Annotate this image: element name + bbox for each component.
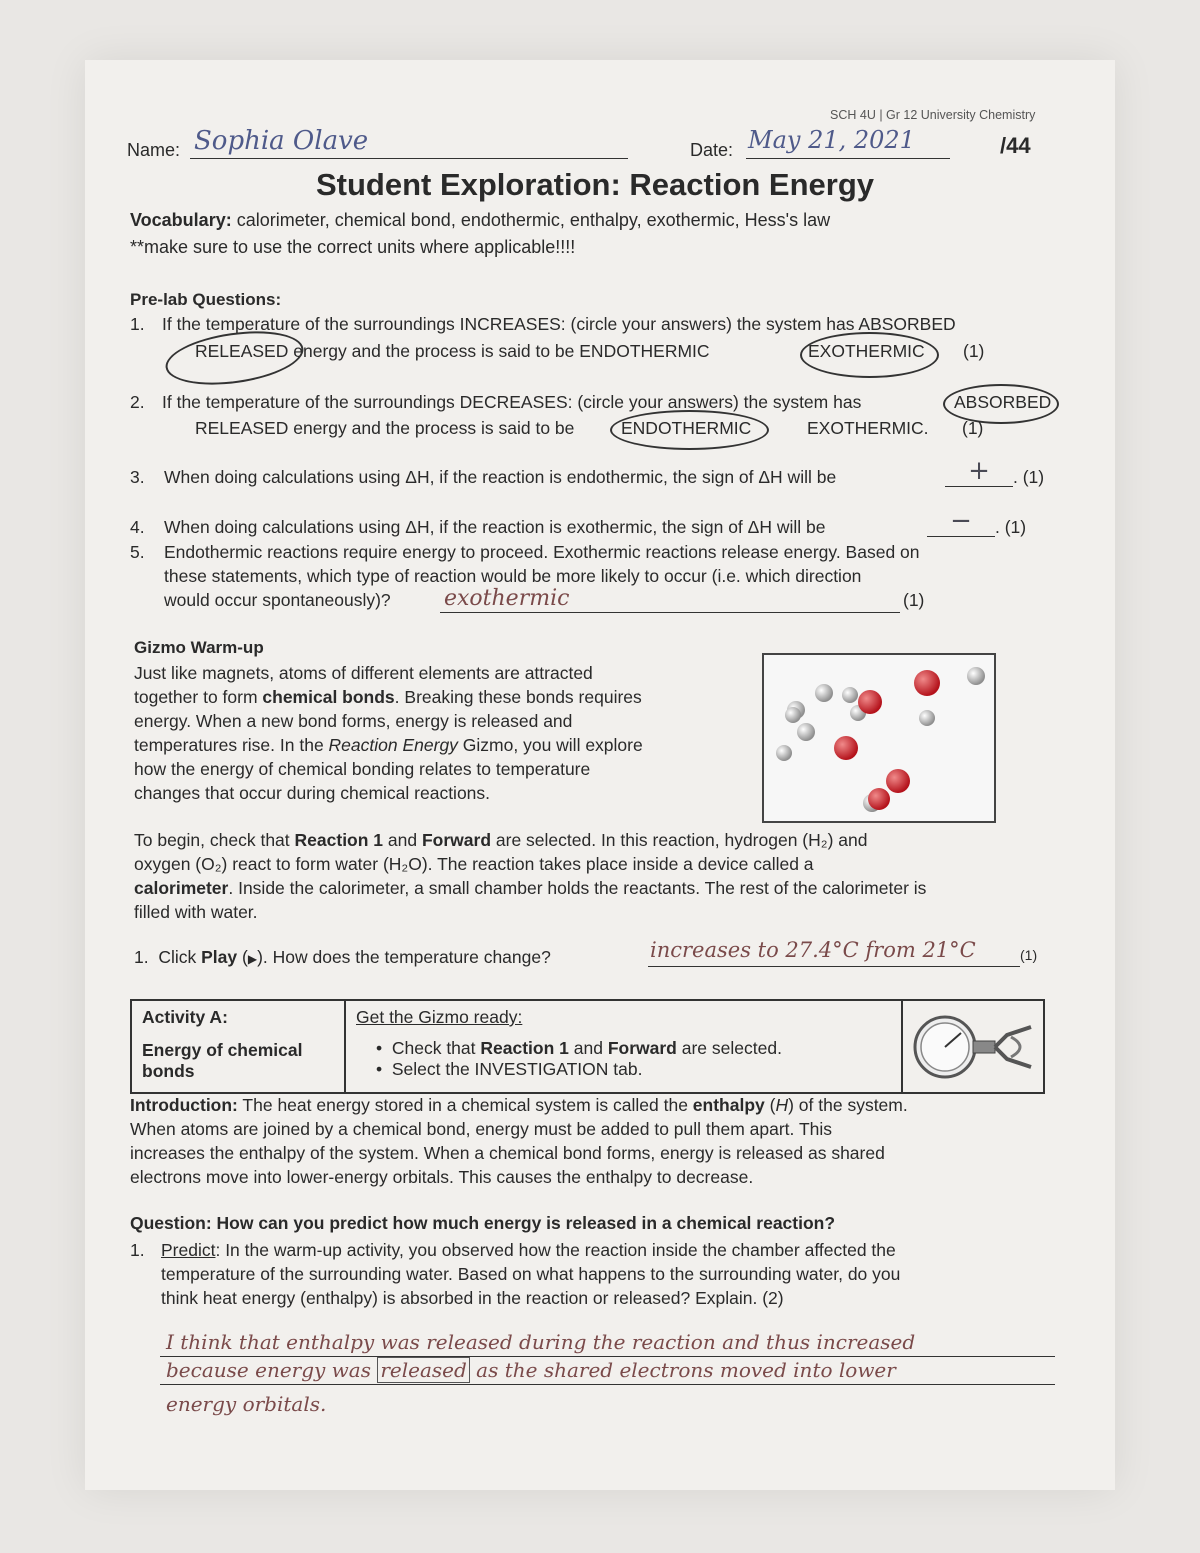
gizmo-reaction-image (762, 653, 996, 823)
activity-name: Energy of chemical bonds (142, 1040, 303, 1081)
q1-released[interactable]: RELEASED (195, 341, 289, 361)
activity-bullet: • Select the INVESTIGATION tab. (376, 1059, 643, 1079)
answer-text-2: because energy was released as the shared electrons moved into lower (166, 1358, 896, 1382)
name-value: Sophia Olave (194, 126, 369, 156)
activity-label: Activity A: (142, 1007, 228, 1027)
intro-line: electrons move into lower-energy orbitals. This causes the enthalpy to decrease. (130, 1167, 754, 1187)
page-title: Student Exploration: Reaction Energy (315, 167, 875, 202)
q3-answer: + (968, 456, 990, 486)
date-label: Date: (690, 140, 734, 160)
q5-answer-line[interactable] (440, 586, 900, 613)
prelab-q2-text: If the temperature of the surroundings DECREASES: (circle your answers) the system has (162, 392, 862, 412)
q1-line2-mid: energy and the process is said to be ENDOTHERMIC (293, 341, 710, 361)
begin-line: To begin, check that Reaction 1 and Forward are selected. In this reaction, hydrogen (H₂) and (134, 830, 868, 850)
intro-line: When atoms are joined by a chemical bond, energy must be added to pull them apart. This (130, 1119, 833, 1139)
name-label: Name: (127, 140, 181, 160)
q2-absorbed-circle (943, 384, 1059, 424)
warmup-line: energy. When a new bond forms, energy is released and (134, 711, 573, 731)
prelab-q5-number: 5. (130, 542, 145, 562)
date-line[interactable] (746, 126, 950, 159)
question-number: 1. (130, 1240, 145, 1260)
click-play-question: 1. Click Play (▶). How does the temperature change? (134, 947, 551, 967)
prelab-q5-line2: these statements, which type of reaction would be more likely to occur (i.e. which direction (164, 566, 862, 586)
q1-marks: (1) (963, 341, 985, 361)
q3-marks: . (1) (1013, 467, 1045, 487)
prelab-q1-number: 1. (130, 314, 145, 334)
intro-line: Introduction: The heat energy stored in a chemical system is called the enthalpy (H) of the system. (130, 1095, 908, 1115)
vocabulary (130, 208, 830, 232)
units-note: **make sure to use the correct units where applicable!!!! (130, 237, 576, 257)
warmup-paragraph (134, 661, 643, 805)
answer-text-3: energy orbitals. (166, 1392, 327, 1416)
warmup-line: Just like magnets, atoms of different elements are attracted (134, 663, 593, 683)
question-heading: Question: How can you predict how much energy is released in a chemical reaction? (130, 1213, 836, 1233)
prelab-q2-number: 2. (130, 392, 145, 412)
answer-line-1[interactable] (160, 1330, 1055, 1357)
prelab-q5-line1: Endothermic reactions require energy to proceed. Exothermic reactions release energy. Based on (164, 542, 920, 562)
click-marks: (1) (1020, 947, 1038, 963)
introduction-paragraph (130, 1093, 908, 1189)
date-value: May 21, 2021 (748, 126, 915, 154)
calorimeter-icon (907, 1005, 1037, 1083)
activity-instructions-cell (345, 1000, 902, 1093)
answer-text-1: I think that enthalpy was released during the reaction and thus increased (166, 1330, 916, 1354)
question-line: Predict: In the warm-up activity, you observed how the reaction inside the chamber affected the (161, 1240, 896, 1260)
activity-table (130, 999, 1045, 1094)
course-label: SCH 4U | Gr 12 University Chemistry (830, 108, 1036, 122)
activity-label-cell (131, 1000, 345, 1093)
q2-marks: (1) (962, 418, 984, 438)
q5-answer: exothermic (444, 586, 570, 611)
activity-bullet: • Check that Reaction 1 and Forward are selected. (376, 1038, 782, 1058)
question-text (161, 1238, 900, 1310)
q2-line2-start: RELEASED energy and the process is said to be (195, 418, 575, 438)
begin-line: oxygen (O₂) react to form water (H₂O). The reaction takes place inside a device called a (134, 854, 814, 874)
intro-line: increases the enthalpy of the system. When a chemical bond forms, energy is released as shared (130, 1143, 885, 1163)
calorimeter-icon-cell (902, 1000, 1044, 1093)
question-line: think heat energy (enthalpy) is absorbed in the reaction or released? Explain. (2) (161, 1288, 784, 1308)
q2-endothermic[interactable]: ENDOTHERMIC (621, 418, 752, 438)
q1-exothermic[interactable]: EXOTHERMIC (808, 341, 925, 361)
prelab-q4-text: When doing calculations using ΔH, if the reaction is exothermic, the sign of ΔH will be (164, 517, 826, 537)
vocabulary-terms: calorimeter, chemical bond, endothermic, enthalpy, exothermic, Hess's law (236, 210, 831, 230)
begin-paragraph (134, 828, 926, 924)
warmup-line: changes that occur during chemical reactions. (134, 783, 491, 803)
warmup-line: how the energy of chemical bonding relates to temperature (134, 759, 591, 779)
question-line: temperature of the surrounding water. Based on what happens to the surrounding water, do you (161, 1264, 901, 1284)
click-answer-line[interactable] (648, 938, 1020, 967)
name-line[interactable] (190, 126, 628, 159)
warmup-line: together to form chemical bonds. Breaking these bonds requires (134, 687, 642, 707)
q2-exothermic[interactable]: EXOTHERMIC. (807, 418, 929, 438)
q2-absorbed[interactable]: ABSORBED (954, 392, 1052, 412)
warmup-heading: Gizmo Warm-up (134, 638, 264, 657)
click-answer: increases to 27.4°C from 21°C (650, 938, 976, 962)
prelab-heading: Pre-lab Questions: (130, 290, 282, 309)
vocabulary-label: Vocabulary: (130, 210, 232, 230)
prelab-q3-text: When doing calculations using ΔH, if the reaction is endothermic, the sign of ΔH will be (164, 467, 837, 487)
prelab-q5-line3: would occur spontaneously)? (164, 590, 391, 610)
warmup-line: temperatures rise. In the Reaction Energy Gizmo, you will explore (134, 735, 643, 755)
q4-marks: . (1) (995, 517, 1027, 537)
play-icon: ▶ (247, 952, 258, 966)
prelab-q4-number: 4. (130, 517, 145, 537)
prelab-q3-number: 3. (130, 467, 145, 487)
gizmo-ready-label: Get the Gizmo ready: (356, 1007, 523, 1027)
q2-endothermic-circle (610, 410, 769, 450)
begin-line: calorimeter. Inside the calorimeter, a small chamber holds the reactants. The rest of the calorimeter is (134, 878, 927, 898)
q4-answer: − (950, 506, 972, 536)
q3-answer-line[interactable] (945, 456, 1013, 487)
q4-answer-line[interactable] (927, 506, 995, 537)
q5-marks: (1) (903, 590, 925, 610)
score-total: /44 (1000, 133, 1031, 158)
q1-exothermic-circle (800, 332, 939, 378)
answer-line-2[interactable] (160, 1358, 1055, 1385)
prelab-q1-text: If the temperature of the surroundings INCREASES: (circle your answers) the system has ABSORBED (162, 314, 956, 334)
begin-line: filled with water. (134, 902, 258, 922)
